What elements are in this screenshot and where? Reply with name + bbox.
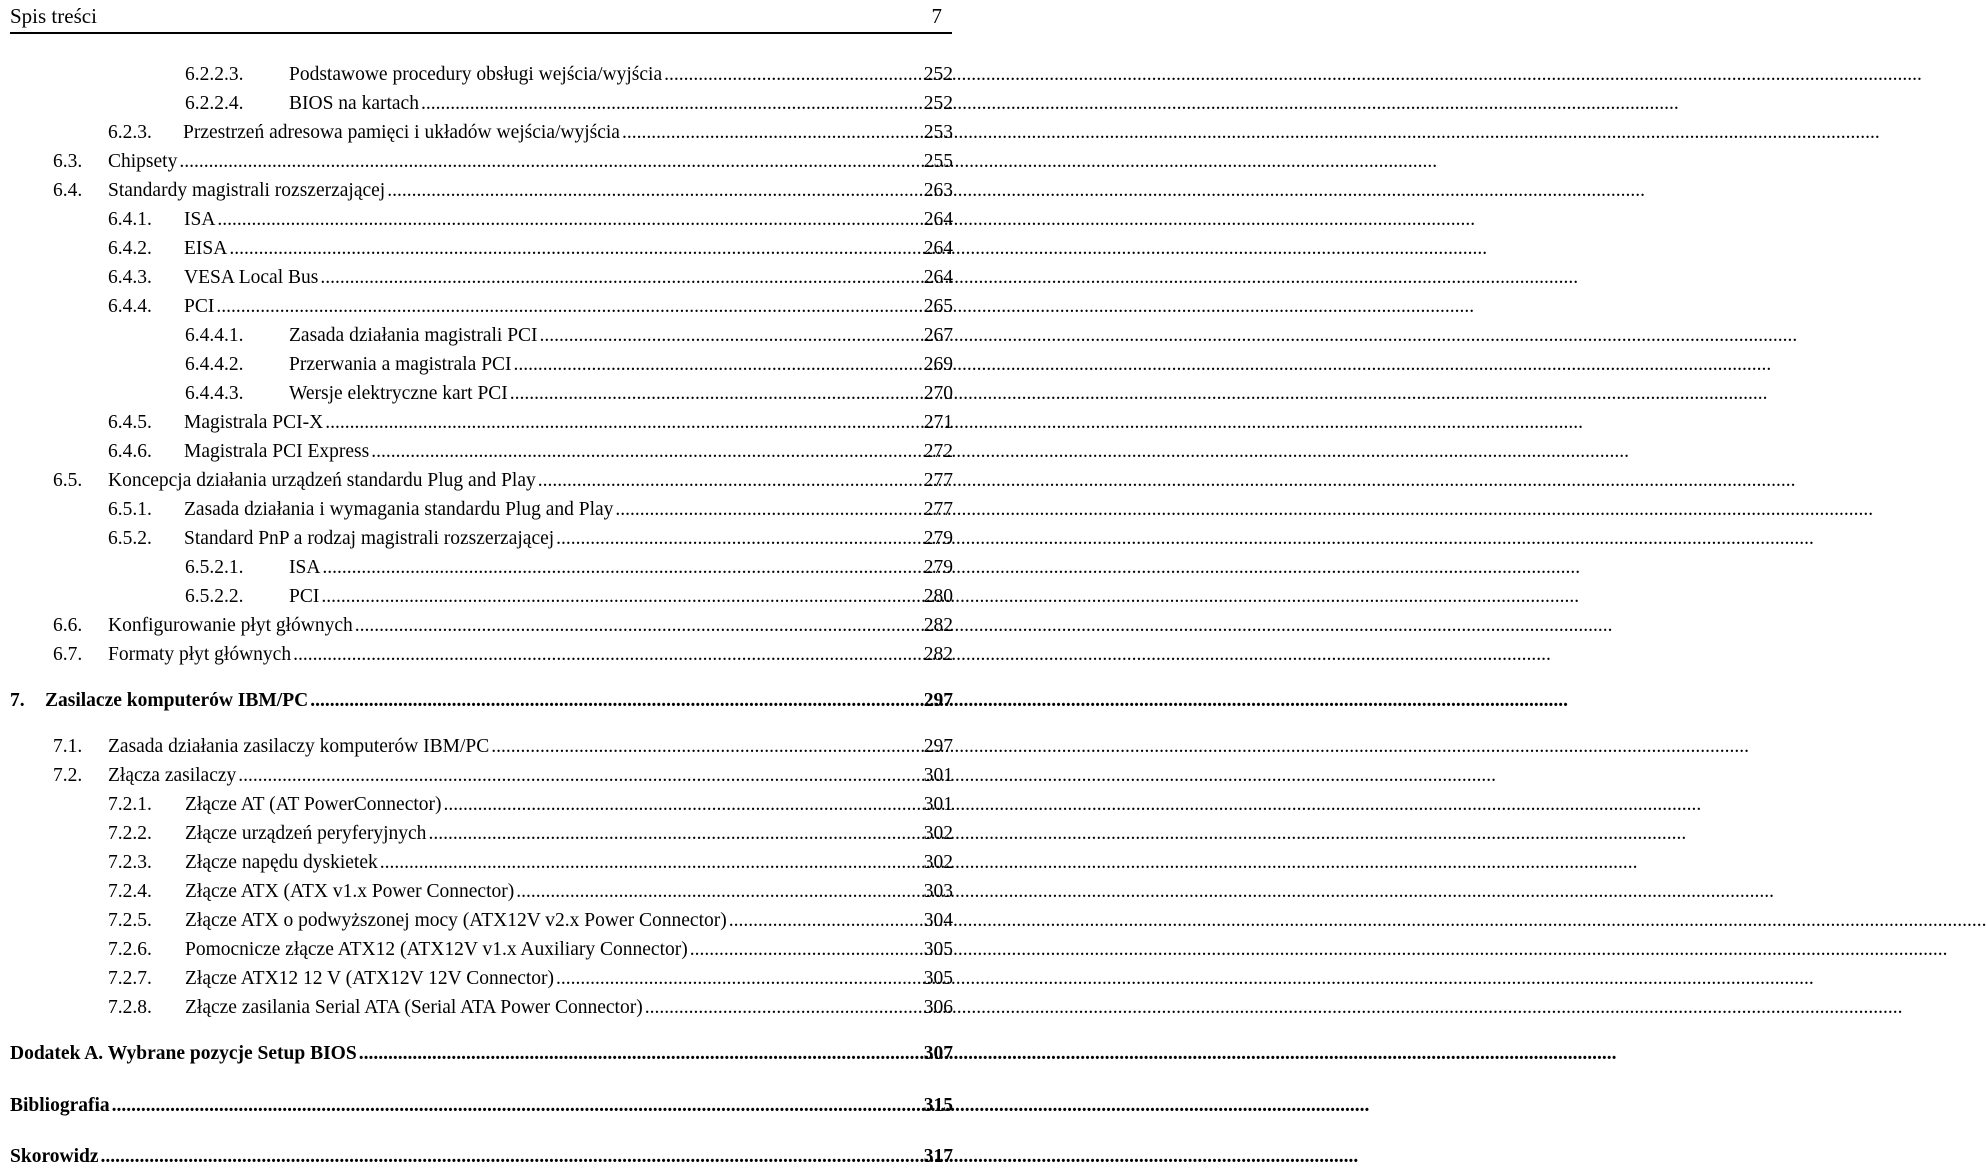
- toc-index-entry[interactable]: [10, 1144, 953, 1170]
- toc-entry-title: VESA Local Bus: [184, 267, 319, 288]
- toc-entry-number: 7.2.3.: [108, 852, 152, 873]
- toc-appendix-entry[interactable]: [10, 1041, 953, 1067]
- toc-entry-title: Skorowidz: [10, 1146, 99, 1167]
- toc-chapter-entry[interactable]: [10, 688, 953, 714]
- toc-entry-page: 282: [923, 615, 953, 636]
- toc-entry-title: Złącze ATX (ATX v1.x Power Connector): [185, 881, 515, 902]
- toc-entry[interactable]: [108, 497, 953, 523]
- toc-entry-page: 306: [923, 997, 953, 1018]
- toc-entry-number: 7.2.: [53, 765, 83, 786]
- dot-leader: [491, 734, 922, 760]
- toc-entry-number: 6.2.2.4.: [185, 93, 244, 114]
- toc-entry-title: Formaty płyt głównych: [108, 644, 292, 665]
- toc-entry-number: 6.5.1.: [108, 499, 152, 520]
- header-page-number: 7: [931, 4, 942, 28]
- toc-entry-page: 264: [923, 238, 953, 259]
- dot-leader: [538, 468, 922, 494]
- toc-entry-title: PCI: [184, 296, 215, 317]
- toc-entry-page: 302: [923, 823, 953, 844]
- toc-entry-page: 265: [923, 296, 953, 317]
- toc-entry[interactable]: [108, 120, 953, 146]
- toc-entry-number: 7.1.: [53, 736, 83, 757]
- table-of-contents: [0, 0, 960, 1173]
- dot-leader: [514, 352, 922, 378]
- toc-entry-number: 6.4.1.: [108, 209, 152, 230]
- toc-entry[interactable]: [53, 734, 953, 760]
- toc-entry-page: 315: [923, 1095, 953, 1116]
- toc-entry-number: 6.6.: [53, 615, 83, 636]
- toc-entry[interactable]: [53, 763, 953, 789]
- toc-entry-title: ISA: [184, 209, 216, 230]
- toc-entry-number: 6.4.4.1.: [185, 325, 244, 346]
- dot-leader: [615, 497, 921, 523]
- toc-entry-title: Pomocnicze złącze ATX12 (ATX12V v1.x Auxiliary Connector): [185, 939, 688, 960]
- dot-leader: [387, 178, 922, 204]
- toc-entry[interactable]: [53, 642, 953, 668]
- dot-leader: [729, 908, 922, 934]
- toc-entry[interactable]: [108, 410, 953, 436]
- toc-bibliography-entry[interactable]: [10, 1093, 953, 1119]
- toc-entry-number: 6.2.2.3.: [185, 64, 244, 85]
- toc-entry-title: Złącze urządzeń peryferyjnych: [185, 823, 427, 844]
- toc-entry-number: 7.2.8.: [108, 997, 152, 1018]
- toc-entry-title: Przerwania a magistrala PCI: [289, 354, 512, 375]
- toc-entry[interactable]: [108, 526, 953, 552]
- toc-entry[interactable]: [108, 850, 953, 876]
- dot-leader: [229, 236, 921, 262]
- toc-entry[interactable]: [108, 294, 953, 320]
- toc-entry-page: 305: [923, 968, 953, 989]
- toc-entry-title: Standard PnP a rodzaj magistrali rozszerzającej: [184, 528, 555, 549]
- toc-entry-page: 303: [923, 881, 953, 902]
- toc-entry[interactable]: [108, 908, 953, 934]
- dot-leader: [510, 381, 922, 407]
- toc-entry-number: 6.5.2.2.: [185, 586, 244, 607]
- toc-entry-page: 277: [923, 470, 953, 491]
- toc-entry[interactable]: [108, 966, 953, 992]
- toc-entry-number: 7.2.5.: [108, 910, 152, 931]
- toc-entry[interactable]: [108, 937, 953, 963]
- toc-entry-title: Magistrala PCI-X: [184, 412, 324, 433]
- toc-entry-title: EISA: [184, 238, 228, 259]
- toc-entry[interactable]: [108, 879, 953, 905]
- dot-leader: [325, 410, 922, 436]
- dot-leader: [216, 294, 921, 320]
- dot-leader: [321, 584, 921, 610]
- toc-entry-title: Konfigurowanie płyt głównych: [108, 615, 353, 636]
- toc-entry[interactable]: [185, 352, 953, 378]
- toc-entry-page: 252: [923, 93, 953, 114]
- dot-leader: [664, 62, 922, 88]
- toc-entry[interactable]: [108, 821, 953, 847]
- toc-entry-title: Wersje elektryczne kart PCI: [289, 383, 508, 404]
- toc-entry-number: 7.2.1.: [108, 794, 152, 815]
- toc-entry-page: 279: [923, 557, 953, 578]
- toc-entry-page: 255: [923, 151, 953, 172]
- toc-entry-page: 297: [923, 690, 953, 711]
- toc-entry[interactable]: [185, 584, 953, 610]
- toc-entry-page: 270: [923, 383, 953, 404]
- toc-entry-title: Złącze ATX o podwyższonej mocy (ATX12V v2.x Power Connector): [185, 910, 727, 931]
- toc-entry-title: BIOS na kartach: [289, 93, 419, 114]
- toc-entry-title: ISA: [289, 557, 321, 578]
- toc-entry-title: Złącze AT (AT PowerConnector): [185, 794, 442, 815]
- toc-entry-page: 277: [923, 499, 953, 520]
- toc-entry[interactable]: [53, 149, 953, 175]
- toc-entry-title: Podstawowe procedury obsługi wejścia/wyjścia: [289, 64, 663, 85]
- dot-leader: [622, 120, 922, 146]
- toc-entry-title: Zasada działania magistrali PCI: [289, 325, 538, 346]
- toc-entry-page: 302: [923, 852, 953, 873]
- toc-entry-title: Złącza zasilaczy: [108, 765, 237, 786]
- toc-entry-page: 264: [923, 209, 953, 230]
- toc-entry-page: 280: [923, 586, 953, 607]
- toc-entry-title: Dodatek A. Wybrane pozycje Setup BIOS: [10, 1043, 357, 1064]
- dot-leader: [320, 265, 921, 291]
- toc-entry-page: 271: [923, 412, 953, 433]
- header-title: Spis treści: [10, 4, 97, 28]
- toc-entry-page: 297: [923, 736, 953, 757]
- toc-entry[interactable]: [53, 178, 953, 204]
- toc-entry-title: Przestrzeń adresowa pamięci i układów wejścia/wyjścia: [183, 122, 620, 143]
- toc-entry-title: Magistrala PCI Express: [184, 441, 370, 462]
- toc-entry-number: 6.5.2.: [108, 528, 152, 549]
- toc-entry-number: 6.4.4.: [108, 296, 152, 317]
- toc-entry-number: 6.4.6.: [108, 441, 152, 462]
- toc-entry-page: 252: [923, 64, 953, 85]
- toc-entry-number: 6.2.3.: [108, 122, 152, 143]
- toc-entry-number: 6.7.: [53, 644, 83, 665]
- toc-entry-page: 305: [923, 939, 953, 960]
- toc-entry-page: 253: [923, 122, 953, 143]
- toc-entry-title: Zasilacze komputerów IBM/PC: [45, 690, 309, 711]
- dot-leader: [101, 1144, 922, 1170]
- toc-entry-number: 6.5.: [53, 470, 83, 491]
- toc-entry-number: 6.4.3.: [108, 267, 152, 288]
- toc-entry-page: 267: [923, 325, 953, 346]
- toc-entry-page: 263: [923, 180, 953, 201]
- toc-entry[interactable]: [185, 381, 953, 407]
- dot-leader: [645, 995, 922, 1021]
- toc-entry-page: 264: [923, 267, 953, 288]
- dot-leader: [355, 613, 922, 639]
- toc-entry-page: 307: [923, 1043, 953, 1064]
- toc-entry[interactable]: [185, 323, 953, 349]
- toc-entry-page: 269: [923, 354, 953, 375]
- toc-entry-page: 282: [923, 644, 953, 665]
- toc-entry-title: Chipsety: [108, 151, 178, 172]
- toc-entry-title: Złącze zasilania Serial ATA (Serial ATA Power Connector): [185, 997, 643, 1018]
- dot-leader: [540, 323, 922, 349]
- dot-leader: [690, 937, 922, 963]
- toc-entry[interactable]: [53, 468, 953, 494]
- toc-entry-number: 6.4.: [53, 180, 83, 201]
- dot-leader: [556, 526, 922, 552]
- toc-entry-title: Zasada działania i wymagania standardu Plug and Play: [184, 499, 614, 520]
- dot-leader: [322, 555, 921, 581]
- toc-entry-page: 304: [923, 910, 953, 931]
- dot-leader: [310, 688, 922, 714]
- dot-leader: [380, 850, 922, 876]
- dot-leader: [556, 966, 922, 992]
- toc-entry[interactable]: [108, 236, 953, 262]
- dot-leader: [359, 1041, 922, 1067]
- dot-leader: [421, 91, 922, 117]
- dot-leader: [238, 763, 921, 789]
- dot-leader: [428, 821, 921, 847]
- dot-leader: [371, 439, 922, 465]
- toc-entry-title: Złącze napędu dyskietek: [185, 852, 378, 873]
- toc-entry[interactable]: [185, 62, 953, 88]
- toc-entry-title: Standardy magistrali rozszerzającej: [108, 180, 386, 201]
- toc-entry-number: 7.2.2.: [108, 823, 152, 844]
- toc-entry-number: 7.: [10, 690, 25, 711]
- toc-entry[interactable]: [108, 792, 953, 818]
- dot-leader: [217, 207, 921, 233]
- toc-entry-number: 6.4.4.2.: [185, 354, 244, 375]
- toc-entry-page: 317: [923, 1146, 953, 1167]
- toc-entry-number: 6.5.2.1.: [185, 557, 244, 578]
- toc-entry-number: 7.2.4.: [108, 881, 152, 902]
- toc-entry[interactable]: [108, 995, 953, 1021]
- toc-entry-page: 279: [923, 528, 953, 549]
- toc-entry-page: 301: [923, 765, 953, 786]
- toc-entry-title: Bibliografia: [10, 1095, 110, 1116]
- toc-entry[interactable]: [108, 439, 953, 465]
- toc-entry-number: 6.3.: [53, 151, 83, 172]
- toc-entry-page: 272: [923, 441, 953, 462]
- dot-leader: [112, 1093, 922, 1119]
- dot-leader: [516, 879, 922, 905]
- dot-leader: [179, 149, 921, 175]
- toc-entry[interactable]: [185, 91, 953, 117]
- toc-entry-number: 7.2.7.: [108, 968, 152, 989]
- toc-entry[interactable]: [53, 613, 953, 639]
- dot-leader: [293, 642, 922, 668]
- toc-entry-number: 7.2.6.: [108, 939, 152, 960]
- toc-entry-number: 6.4.4.3.: [185, 383, 244, 404]
- toc-entry-title: Koncepcja działania urządzeń standardu Plug and Play: [108, 470, 536, 491]
- toc-entry[interactable]: [108, 265, 953, 291]
- toc-entry-title: Złącze ATX12 12 V (ATX12V 12V Connector): [185, 968, 555, 989]
- toc-entry-page: 301: [923, 794, 953, 815]
- dot-leader: [444, 792, 922, 818]
- toc-entry-number: 6.4.2.: [108, 238, 152, 259]
- toc-entry[interactable]: [185, 555, 953, 581]
- toc-entry-number: 6.4.5.: [108, 412, 152, 433]
- toc-entry[interactable]: [108, 207, 953, 233]
- toc-entry-title: Zasada działania zasilaczy komputerów IBM/PC: [108, 736, 490, 757]
- toc-entry-title: PCI: [289, 586, 320, 607]
- document-page: [0, 0, 960, 1173]
